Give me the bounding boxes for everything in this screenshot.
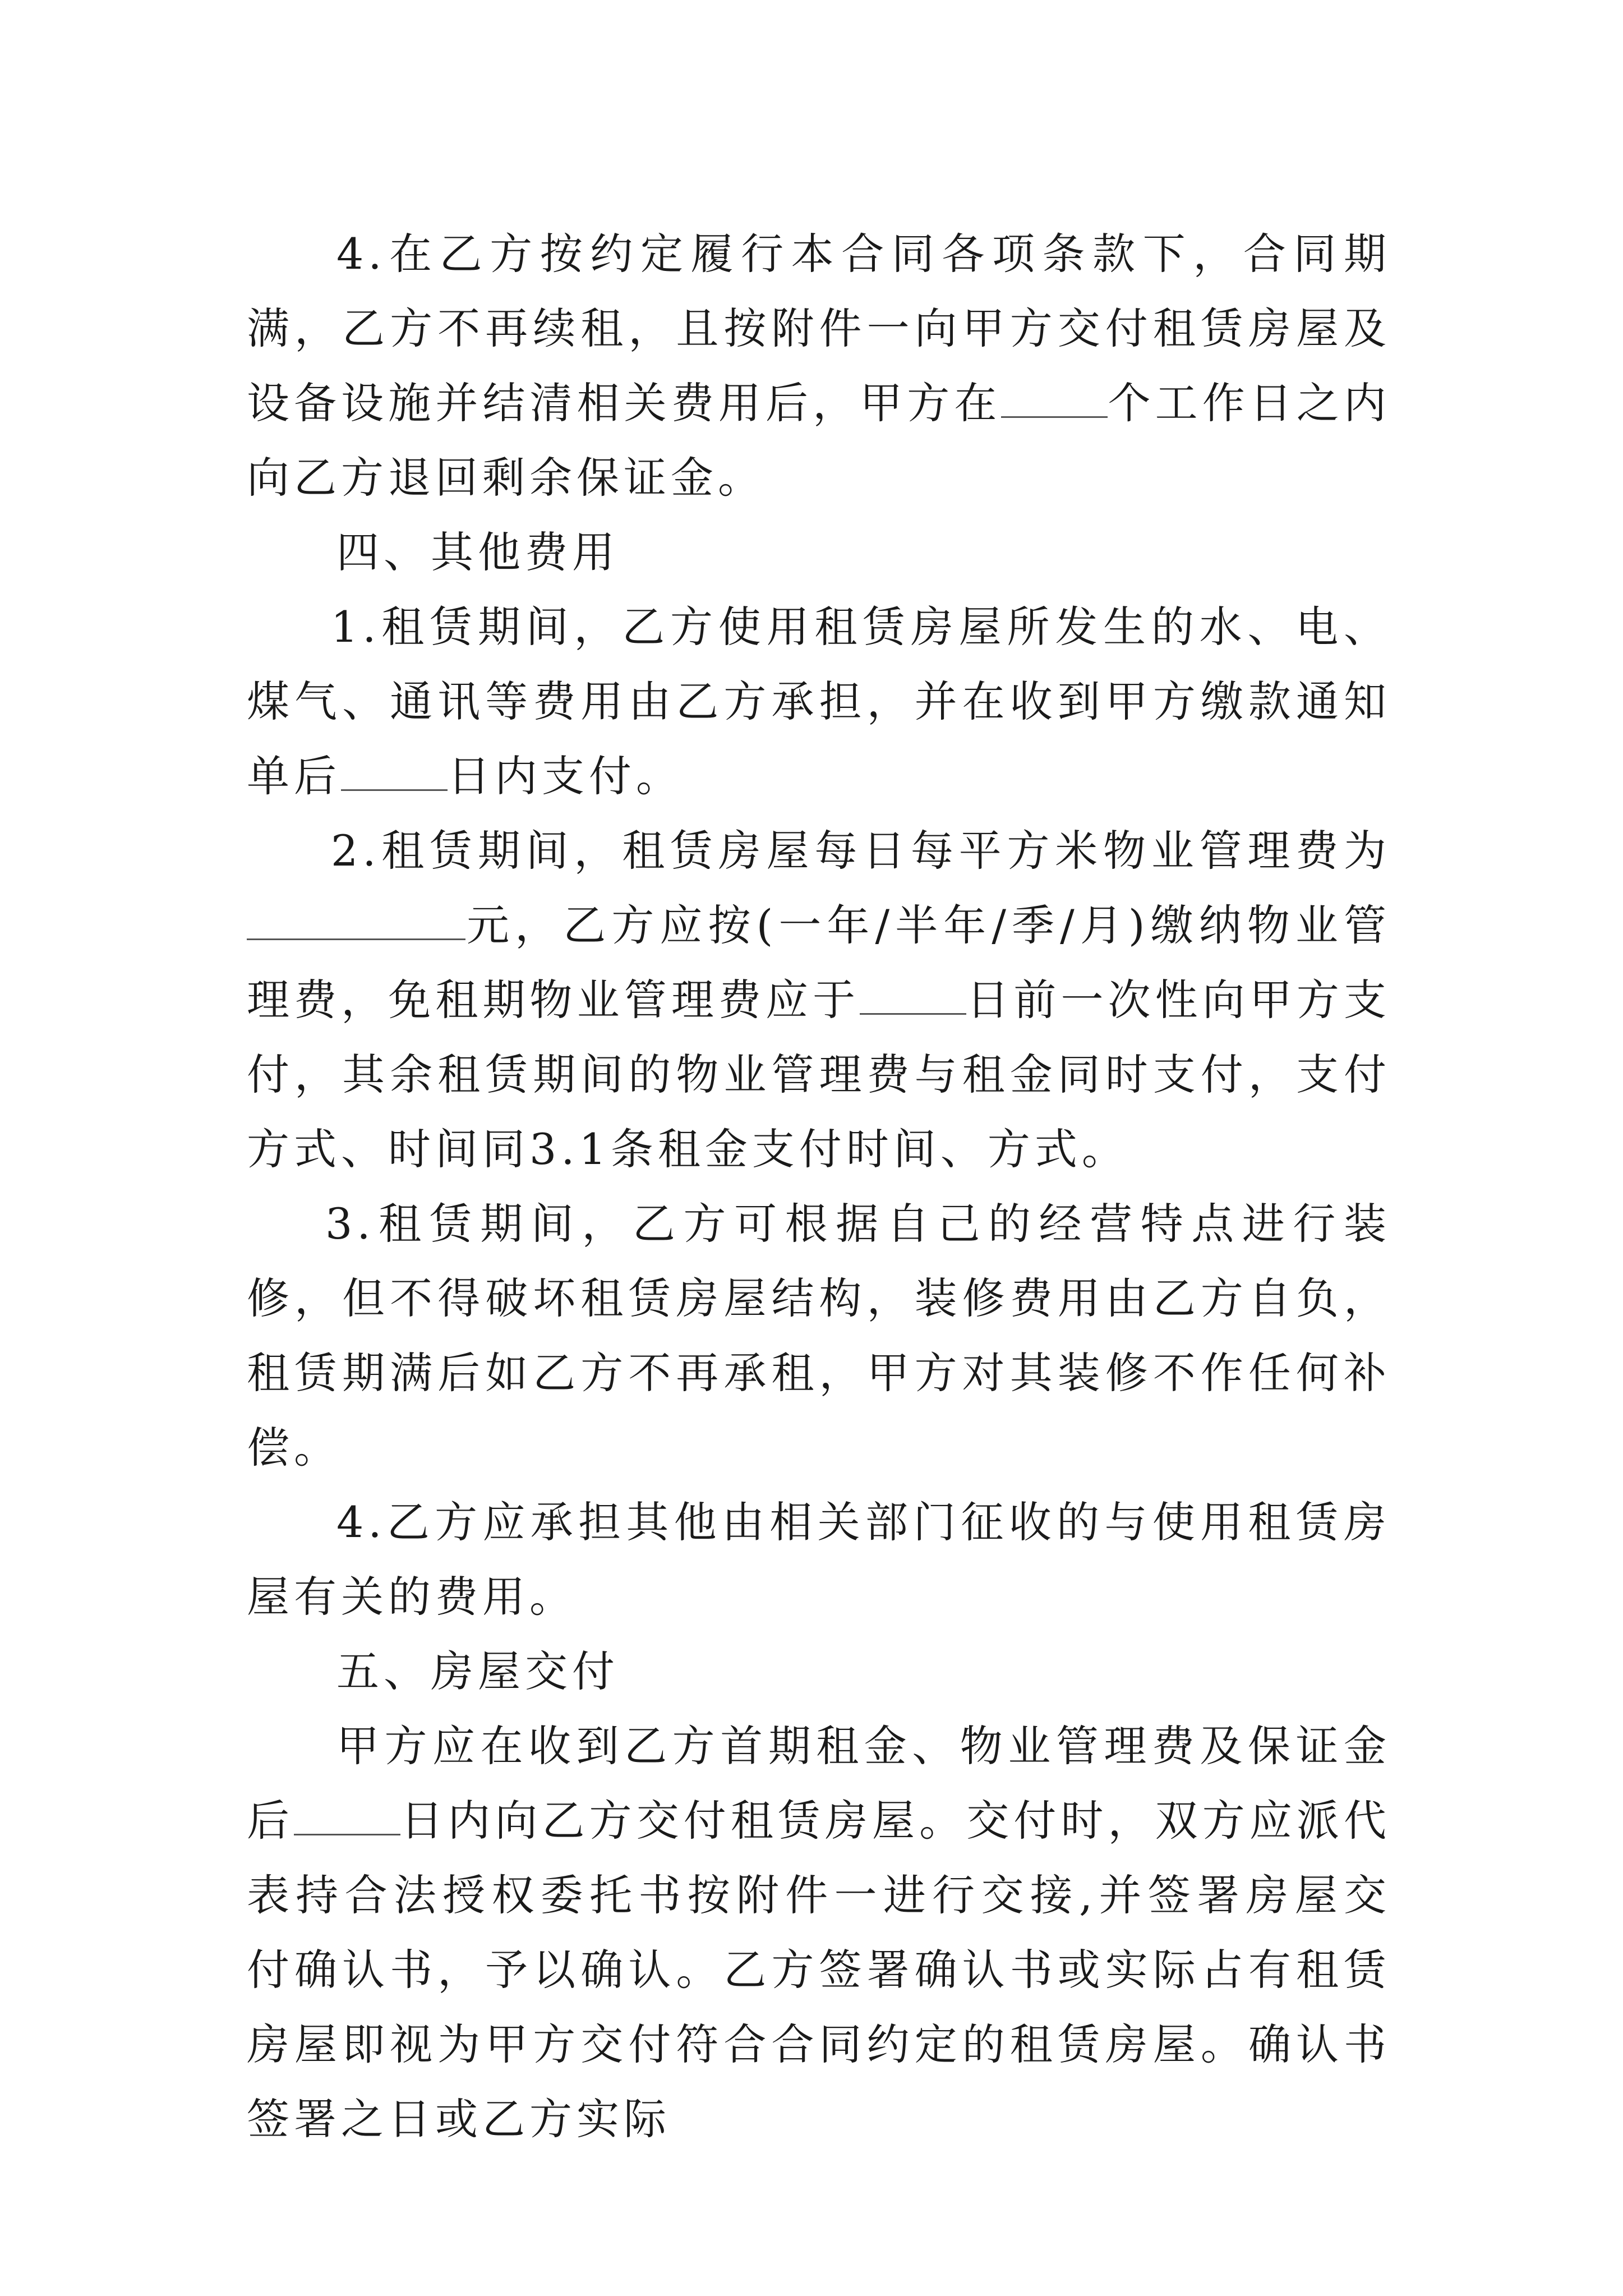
heading-text: 四、其他费用 [336, 527, 619, 577]
fill-in-blank [341, 756, 448, 791]
clause-text: 3.租赁期间，乙方可根据自己的经营特点进行装修，但不得破坏租赁房屋结构，装修费用由乙方自负，租赁期满后如乙方不再承租，甲方对其装修不作任何补偿。 [247, 1199, 1391, 1473]
clause-5-body [247, 1709, 1391, 2156]
clause-text: 日内支付。 [448, 751, 683, 801]
clause-text: 元，乙方应按(一年/半年/季/月)缴纳物业管理费，免租期物业管理费应于 [247, 900, 1391, 1025]
clause-text: 4.乙方应承担其他由相关部门征收的与使用租赁房屋有关的费用。 [247, 1497, 1391, 1622]
clause-4-2 [247, 813, 1391, 1186]
section-heading-4 [247, 515, 1391, 590]
clause-text: 甲方应在收到乙方首期租金、物业管理费及保证金后 [247, 1721, 1391, 1846]
clause-text: 日内向乙方交付租赁房屋。交付时，双方应派代表持合法授权委托书按附件一进行交接,并签署房屋交付确认书，予以确认。乙方签署确认书或实际占有租赁房屋即视为甲方交付符合合同约定的租赁房屋。确认书签署之日或乙方实际 [247, 1796, 1391, 2144]
clause-text: 1.租赁期间，乙方使用租赁房屋所发生的水、电、煤气、通讯等费用由乙方承担，并在收到甲方缴款通知单后 [247, 602, 1391, 801]
fill-in-blank [247, 905, 465, 940]
clause-4-4 [247, 1485, 1391, 1634]
clause-text: 个工作日之内向乙方退回剩余保证金。 [247, 378, 1391, 503]
section-heading-5 [247, 1634, 1391, 1709]
fill-in-blank [294, 1800, 400, 1835]
contract-body [247, 217, 1391, 2156]
clause-text: 4.在乙方按约定履行本合同各项条款下，合同期满，乙方不再续租，且按附件一向甲方交付租赁房屋及设备设施并结清相关费用后，甲方在 [247, 229, 1391, 428]
fill-in-blank [860, 979, 966, 1015]
clause-3-4 [247, 217, 1391, 515]
clause-4-1 [247, 590, 1391, 813]
clause-text: 日前一次性向甲方支付，其余租赁期间的物业管理费与租金同时支付，支付方式、时间同3.1条租金支付时间、方式。 [247, 975, 1391, 1174]
heading-text: 五、房屋交付 [336, 1646, 619, 1696]
clause-text: 2.租赁期间，租赁房屋每日每平方米物业管理费为 [331, 826, 1391, 876]
fill-in-blank [1001, 383, 1108, 418]
clause-4-3 [247, 1186, 1391, 1485]
